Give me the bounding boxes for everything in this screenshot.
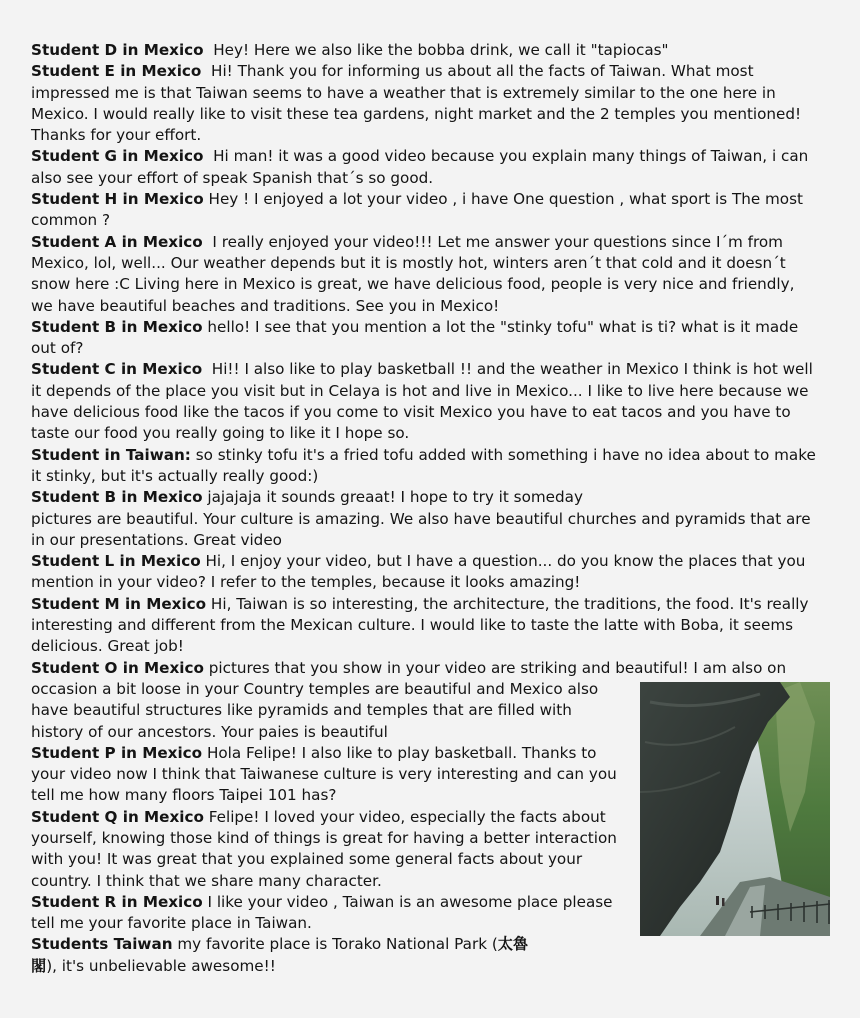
commenter-name: Student D in Mexico [31,41,204,59]
comment-text: Hi! Thank you for informing us about all the facts of Taiwan. What most impressed me is that Taiwan seems to have a weather that is extremely similar to the one here in Mexico. I would really like to visit these tea gardens, night market and the 2 temples you mentioned! Thanks for your effort. [31,62,806,145]
comment-entry [31,189,821,232]
commenter-name: Student G in Mexico [31,147,204,166]
commenter-name: Student M in Mexico [31,594,207,613]
commenter-name: Student O in Mexico [31,658,204,677]
chinese-place-name: 太魯閣 [31,935,529,975]
comment-text: Hey! Here we also like the bobba drink, we call it "tapiocas" [203,41,669,59]
comment-entry [31,359,821,444]
comment-entry [31,445,821,488]
comment-text: I really enjoyed your video!!! Let me answer your questions since I´m from Mexico, lol, well... Our weather depends but it is mostly hot, winters aren´t that cold and it doesn´t snow here :C Living here in Mexico is great, we have delicious food, people is very nice and friendly, we have beautiful beaches and traditions. See you in Mexico! [31,232,800,315]
comment-text: occasion a bit loose in your Country temples are beautiful and Mexico also have beautiful structures like pyramids and temples that are filled with history of our ancestors. Your paies is beautiful [31,679,599,741]
comment-text: Hi man! it was a good video because you explain many things of Taiwan, i can also see your effort of speak Spanish that´s so good. [31,147,814,187]
comment-entry [31,892,621,935]
comment-text: pictures are beautiful. Your culture is amazing. We also have beautiful churches and pyramids that are in our presentations. Great video [31,509,811,549]
comment-text: Hi!! I also like to play basketball !! and the weather in Mexico I think is hot well it depends of the place you visit but in Celaya is hot and live in Mexico... I like to live here because we have delicious food like the tacos if you come to visit Mexico you have to eat tacos and you have to taste our food you really going to like it I hope so. [31,360,818,443]
comment-text: so stinky tofu it's a fried tofu added with something i have no idea about to make it stinky, but it's actually really good:) [31,445,821,485]
commenter-name: Students Taiwan [31,935,173,954]
commenter-name: Student C in Mexico [31,360,203,379]
comment-entry [31,807,621,892]
commenter-name: Student in Taiwan: [31,445,191,464]
comment-entry [31,743,621,807]
commenter-name: Student B in Mexico [31,317,203,336]
comment-entry [31,551,821,594]
commenter-name: Student B in Mexico [31,488,203,507]
commenter-name: Student E in Mexico [31,62,202,81]
gorge-photo [640,682,830,936]
comment-entry [31,232,821,317]
comment-entry [31,658,821,679]
comment-entry [31,61,821,146]
comment-text: jajajaja it sounds greaat! I hope to try it someday [202,488,583,507]
commenter-name: Student R in Mexico [31,892,203,911]
comment-entry [31,487,821,508]
comment-text: Hi, I enjoy your video, but I have a question... do you know the places that you mention in your video? I refer to the temples, because it looks amazing! [31,552,811,592]
comment-entry [31,146,821,189]
commenter-name: Student A in Mexico [31,232,203,251]
commenter-name: Student P in Mexico [31,743,203,762]
comment-text: I like your video , Taiwan is an awesome place please tell me your favorite place in Taiwan. [31,892,618,933]
comment-entry [31,594,821,658]
comment-text: my favorite place is Torako National Park ( [172,935,498,954]
comment-text: Felipe! I loved your video, especially the facts about yourself, knowing those kind of things is great for having a better interaction with you! It was great that you explained some general facts about your country. I think that we share many character. [31,807,622,890]
comment-entry [31,317,821,360]
commenter-name: Student Q in Mexico [31,807,204,826]
comment-text: Hola Felipe! I also like to play basketball. Thanks to your video now I think that Taiwanese culture is very interesting and can you tell me how many floors Taipei 101 has? [31,743,622,805]
comment-entry-continued [31,679,621,743]
commenter-name: Student H in Mexico [31,190,204,209]
comment-entry [31,934,551,977]
comment-text: hello! I see that you mention a lot the "stinky tofu" what is ti? what is it made out of? [31,317,803,358]
comment-text: Hi, Taiwan is so interesting, the architecture, the traditions, the food. It's really interesting and different from the Mexican culture. I would like to taste the latte with Boba, it seems delicious. Great job! [31,594,814,656]
comment-entry [31,40,821,61]
comment-text: pictures that you show in your video are striking and beautiful! I am also on [203,658,787,677]
commenter-name: Student L in Mexico [31,552,201,571]
comment-text: ), it's unbelievable awesome!! [46,956,276,975]
comment-text: Hey ! I enjoyed a lot your video , i have One question , what sport is The most common ? [31,190,808,230]
comment-entry [31,509,821,552]
